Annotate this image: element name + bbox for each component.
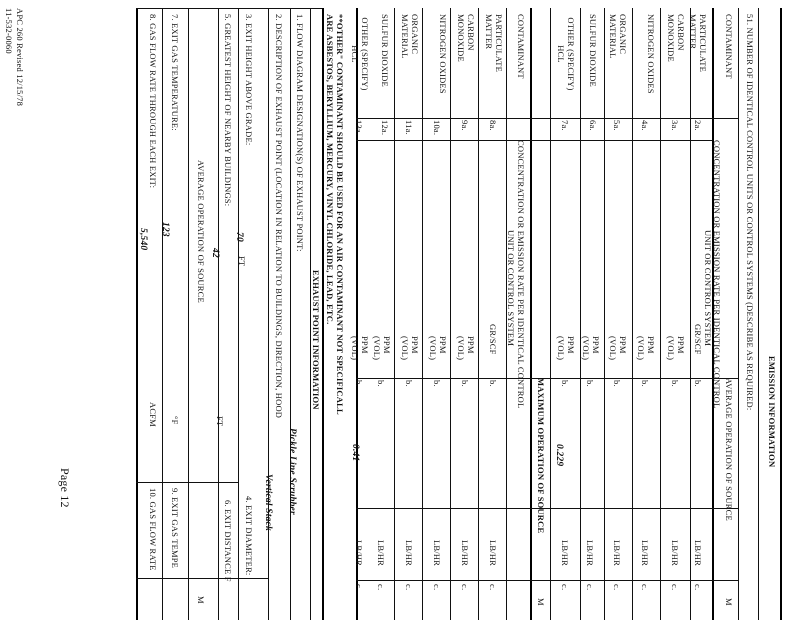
exhaust-right-col-label: M <box>196 596 206 604</box>
q8-unit: ACFM <box>148 402 158 427</box>
q1-value: Pickle Line Scrubber <box>287 428 297 515</box>
max-header-3: UNIT OR CONTROL SYSTEM <box>506 230 516 347</box>
avg-operation-label: AVERAGE OPERATION OF SOURCE <box>196 160 206 303</box>
max-header-2: CONCENTRATION OR EMISSION RATE PER IDENTICAL CONTROL <box>516 140 526 409</box>
col-m: M <box>724 598 734 606</box>
q5-unit: FT <box>215 416 225 427</box>
max-col-m: M <box>536 598 546 606</box>
page-number: Page 12 <box>58 468 72 508</box>
q10-label: 10. GAS FLOW RATE <box>148 488 158 571</box>
q5-value: 42 <box>210 248 220 258</box>
q7-label: 7. EXIT GAS TEMPERATURE: <box>170 14 180 131</box>
q3-value: 70 <box>234 232 244 242</box>
form-code: 11-532-0060 <box>4 8 14 54</box>
footnote-line-1: **OTHER" CONTAMINANT SHOULD BE USED FOR AN AIR CONTAMINANT NOT SPECIFICALL <box>335 14 345 415</box>
q8-label: 8. GAS FLOW RATE THROUGH EACH EXIT: <box>148 14 158 189</box>
col-contaminant: CONTAMINANT <box>724 14 734 79</box>
q5-label: 5. GREATEST HEIGHT OF NEARBY BUILDINGS: <box>223 14 233 207</box>
q51-label: 51. NUMBER OF IDENTICAL CONTROL UNITS OR CONTROL SYSTEMS (DESCRIBE AS REQUIRED: <box>745 14 755 411</box>
emission-section-title: EMISSION INFORMATION <box>767 356 777 468</box>
form-revision: APC 260 Revised 12/15/78 <box>15 8 25 107</box>
avg-header-1: AVERAGE OPERATION OF SOURCE <box>724 378 734 521</box>
max-hcl-value: 0.41 <box>350 444 360 462</box>
q3-label: 3. EXIT HEIGHT ABOVE GRADE: <box>244 14 254 146</box>
footnote-line-2: ARE ASBESTOS, BERYLLIUM, MERCURY, VINYL CHLORIDE, LEAD, ETC. <box>325 14 335 325</box>
q2-value: Vertical Stack <box>263 474 273 531</box>
exhaust-section-title: EXHAUST POINT INFORMATION <box>311 270 321 410</box>
q7-value: 123 <box>160 222 170 237</box>
q3-unit: FT <box>237 256 247 267</box>
q6-label: 6. EXIT DISTANCE F <box>223 500 233 582</box>
avg-hcl-value: 0.229 <box>554 444 564 467</box>
q8-value: 5,540 <box>138 228 148 251</box>
q4-label: 4. EXIT DIAMETER: <box>244 496 254 576</box>
avg-header-3: UNIT OR CONTROL SYSTEM <box>703 230 713 347</box>
q2-label: 2. DESCRIPTION OF EXHAUST POINT (LOCATION IN RELATION TO BUILDINGS, DIRECTION, HOOD <box>274 14 284 419</box>
avg-header-2: CONCENTRATION OR EMISSION RATE PER IDENTICAL CONTROL <box>712 140 722 409</box>
max-col-contaminant: CONTAMINANT <box>516 14 526 79</box>
q1-label: 1. FLOW DIAGRAM DESIGNATION(S) OF EXHAUST POINT: <box>295 14 305 252</box>
max-header-title: MAXIMUM OPERATION OF SOURCE <box>536 378 546 534</box>
q9-label: 9. EXIT GAS TEMPE <box>170 488 180 569</box>
q7-unit: °F <box>170 416 180 425</box>
